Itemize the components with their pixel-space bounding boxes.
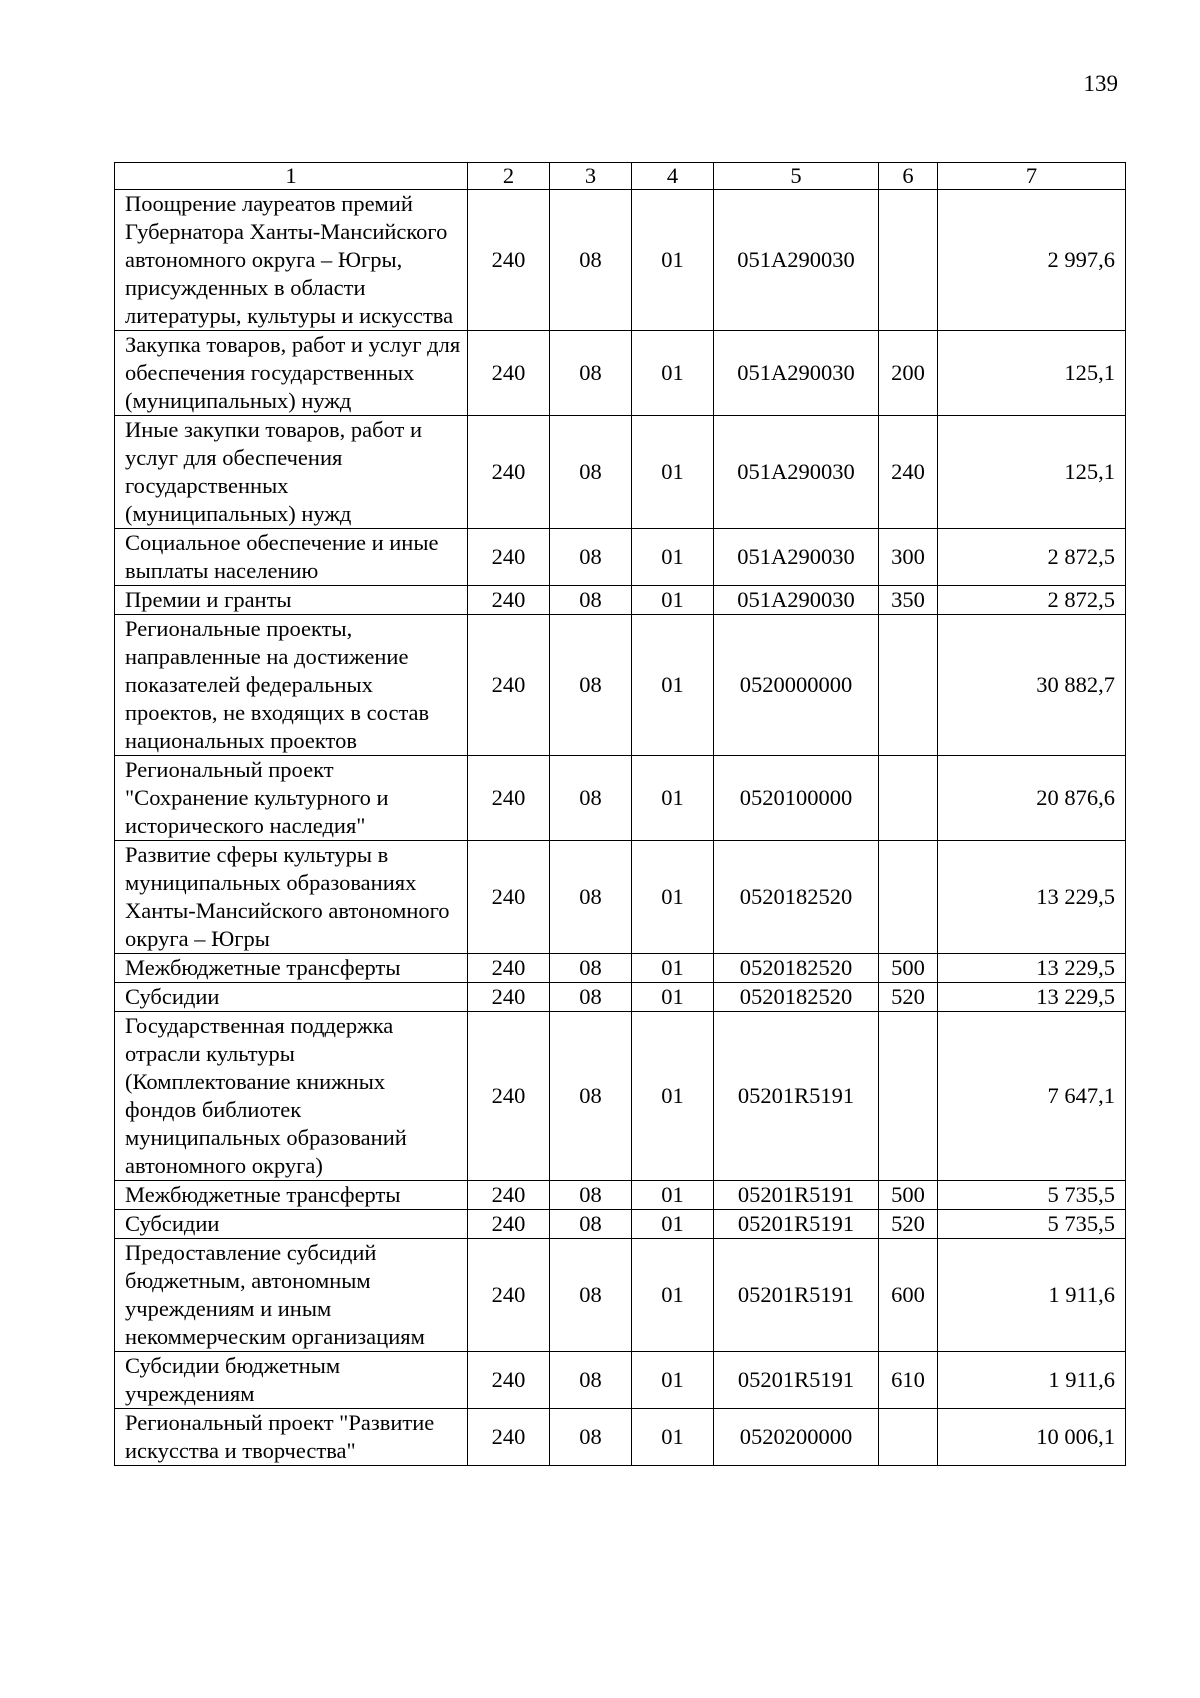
row-amount: 10 006,1 (938, 1409, 1126, 1466)
row-name: Региональный проект "Развитие искусства и творчества" (115, 1409, 468, 1466)
row-code-5: 051A290030 (714, 190, 879, 331)
row-code-4: 01 (632, 190, 714, 331)
table-row (115, 1210, 1126, 1239)
row-amount: 30 882,7 (938, 615, 1126, 756)
row-code-2: 240 (468, 615, 550, 756)
row-code-5: 05201R5191 (714, 1210, 879, 1239)
row-name: Предоставление субсидий бюджетным, автономным учреждениям и иным некоммерческим организациям (115, 1239, 468, 1352)
row-name: Межбюджетные трансферты (115, 1181, 468, 1210)
table-row (115, 615, 1126, 756)
row-code-2: 240 (468, 529, 550, 586)
row-code-4: 01 (632, 1012, 714, 1181)
row-amount: 2 872,5 (938, 529, 1126, 586)
table-row (115, 1352, 1126, 1409)
row-amount: 13 229,5 (938, 841, 1126, 954)
table-row (115, 1409, 1126, 1466)
row-code-6: 300 (879, 529, 938, 586)
row-name: Межбюджетные трансферты (115, 954, 468, 983)
row-name: Премии и гранты (115, 586, 468, 615)
row-name: Поощрение лауреатов премий Губернатора Ханты-Мансийского автономного округа – Югры, присужденных в области литературы, культуры и искусства (115, 190, 468, 331)
row-code-3: 08 (550, 529, 632, 586)
row-code-5: 0520100000 (714, 756, 879, 841)
column-header: 4 (632, 163, 714, 190)
row-code-3: 08 (550, 615, 632, 756)
row-code-5: 05201R5191 (714, 1352, 879, 1409)
row-code-6: 610 (879, 1352, 938, 1409)
column-header: 5 (714, 163, 879, 190)
column-header: 3 (550, 163, 632, 190)
row-code-6 (879, 1409, 938, 1466)
table-row (115, 983, 1126, 1012)
row-code-6: 350 (879, 586, 938, 615)
row-code-2: 240 (468, 756, 550, 841)
row-code-6 (879, 615, 938, 756)
row-code-2: 240 (468, 841, 550, 954)
row-code-3: 08 (550, 1012, 632, 1181)
row-code-2: 240 (468, 190, 550, 331)
table-row (115, 331, 1126, 416)
table-row (115, 841, 1126, 954)
row-code-5: 051A290030 (714, 416, 879, 529)
column-header: 2 (468, 163, 550, 190)
row-code-3: 08 (550, 1409, 632, 1466)
row-name: Субсидии (115, 1210, 468, 1239)
row-code-2: 240 (468, 1352, 550, 1409)
row-name: Региональные проекты, направленные на достижение показателей федеральных проектов, не входящих в состав национальных проектов (115, 615, 468, 756)
row-code-5: 0520182520 (714, 983, 879, 1012)
row-code-5: 05201R5191 (714, 1012, 879, 1181)
row-code-4: 01 (632, 529, 714, 586)
budget-table (114, 162, 1126, 1466)
table-row (115, 1012, 1126, 1181)
row-code-4: 01 (632, 615, 714, 756)
row-code-5: 051A290030 (714, 331, 879, 416)
row-amount: 7 647,1 (938, 1012, 1126, 1181)
table-row (115, 416, 1126, 529)
row-code-4: 01 (632, 954, 714, 983)
row-code-2: 240 (468, 954, 550, 983)
row-amount: 13 229,5 (938, 954, 1126, 983)
table-row (115, 756, 1126, 841)
row-code-4: 01 (632, 1409, 714, 1466)
row-code-6: 600 (879, 1239, 938, 1352)
row-code-2: 240 (468, 331, 550, 416)
row-code-3: 08 (550, 1181, 632, 1210)
column-header: 7 (938, 163, 1126, 190)
column-header: 6 (879, 163, 938, 190)
row-code-4: 01 (632, 1210, 714, 1239)
row-code-2: 240 (468, 1012, 550, 1181)
row-code-6 (879, 841, 938, 954)
row-code-5: 05201R5191 (714, 1181, 879, 1210)
row-amount: 125,1 (938, 416, 1126, 529)
row-amount: 20 876,6 (938, 756, 1126, 841)
table-header-row (115, 163, 1126, 190)
row-amount: 125,1 (938, 331, 1126, 416)
row-amount: 13 229,5 (938, 983, 1126, 1012)
row-code-3: 08 (550, 331, 632, 416)
row-amount: 1 911,6 (938, 1239, 1126, 1352)
row-amount: 5 735,5 (938, 1181, 1126, 1210)
row-code-3: 08 (550, 1210, 632, 1239)
row-name: Социальное обеспечение и иные выплаты населению (115, 529, 468, 586)
row-name: Государственная поддержка отрасли культуры (Комплектование книжных фондов библиотек муниципальных образований автономного округа) (115, 1012, 468, 1181)
page-number: 139 (1083, 71, 1118, 96)
row-code-5: 0520182520 (714, 841, 879, 954)
row-code-5: 0520182520 (714, 954, 879, 983)
row-amount: 5 735,5 (938, 1210, 1126, 1239)
row-code-6 (879, 1012, 938, 1181)
row-code-2: 240 (468, 1409, 550, 1466)
row-code-4: 01 (632, 1352, 714, 1409)
row-name: Региональный проект "Сохранение культурного и исторического наследия" (115, 756, 468, 841)
row-name: Развитие сферы культуры в муниципальных образованиях Ханты-Мансийского автономного округа – Югры (115, 841, 468, 954)
row-code-2: 240 (468, 983, 550, 1012)
row-code-5: 0520000000 (714, 615, 879, 756)
row-code-3: 08 (550, 983, 632, 1012)
table-row (115, 1181, 1126, 1210)
row-amount: 1 911,6 (938, 1352, 1126, 1409)
row-code-6: 200 (879, 331, 938, 416)
row-code-6 (879, 190, 938, 331)
row-code-6: 520 (879, 1210, 938, 1239)
row-code-4: 01 (632, 756, 714, 841)
row-name: Иные закупки товаров, работ и услуг для обеспечения государственных (муниципальных) нужд (115, 416, 468, 529)
row-name: Субсидии (115, 983, 468, 1012)
row-amount: 2 997,6 (938, 190, 1126, 331)
row-code-5: 051A290030 (714, 529, 879, 586)
row-code-2: 240 (468, 1181, 550, 1210)
row-code-2: 240 (468, 1210, 550, 1239)
row-code-6: 500 (879, 954, 938, 983)
column-header: 1 (115, 163, 468, 190)
row-code-3: 08 (550, 841, 632, 954)
row-code-3: 08 (550, 190, 632, 331)
table-row (115, 529, 1126, 586)
row-code-5: 051A290030 (714, 586, 879, 615)
table-row (115, 954, 1126, 983)
row-code-6 (879, 756, 938, 841)
table-row (115, 1239, 1126, 1352)
row-code-5: 0520200000 (714, 1409, 879, 1466)
row-code-4: 01 (632, 586, 714, 615)
row-code-6: 500 (879, 1181, 938, 1210)
row-code-4: 01 (632, 331, 714, 416)
row-code-3: 08 (550, 1352, 632, 1409)
row-code-4: 01 (632, 841, 714, 954)
row-amount: 2 872,5 (938, 586, 1126, 615)
row-code-3: 08 (550, 586, 632, 615)
row-code-4: 01 (632, 416, 714, 529)
row-code-3: 08 (550, 416, 632, 529)
row-code-3: 08 (550, 1239, 632, 1352)
row-code-4: 01 (632, 1239, 714, 1352)
row-code-4: 01 (632, 1181, 714, 1210)
table-row (115, 586, 1126, 615)
row-code-2: 240 (468, 1239, 550, 1352)
row-name: Субсидии бюджетным учреждениям (115, 1352, 468, 1409)
row-code-2: 240 (468, 586, 550, 615)
table-row (115, 190, 1126, 331)
row-code-3: 08 (550, 756, 632, 841)
row-code-6: 520 (879, 983, 938, 1012)
row-name: Закупка товаров, работ и услуг для обеспечения государственных (муниципальных) нужд (115, 331, 468, 416)
row-code-6: 240 (879, 416, 938, 529)
row-code-3: 08 (550, 954, 632, 983)
row-code-5: 05201R5191 (714, 1239, 879, 1352)
row-code-4: 01 (632, 983, 714, 1012)
row-code-2: 240 (468, 416, 550, 529)
